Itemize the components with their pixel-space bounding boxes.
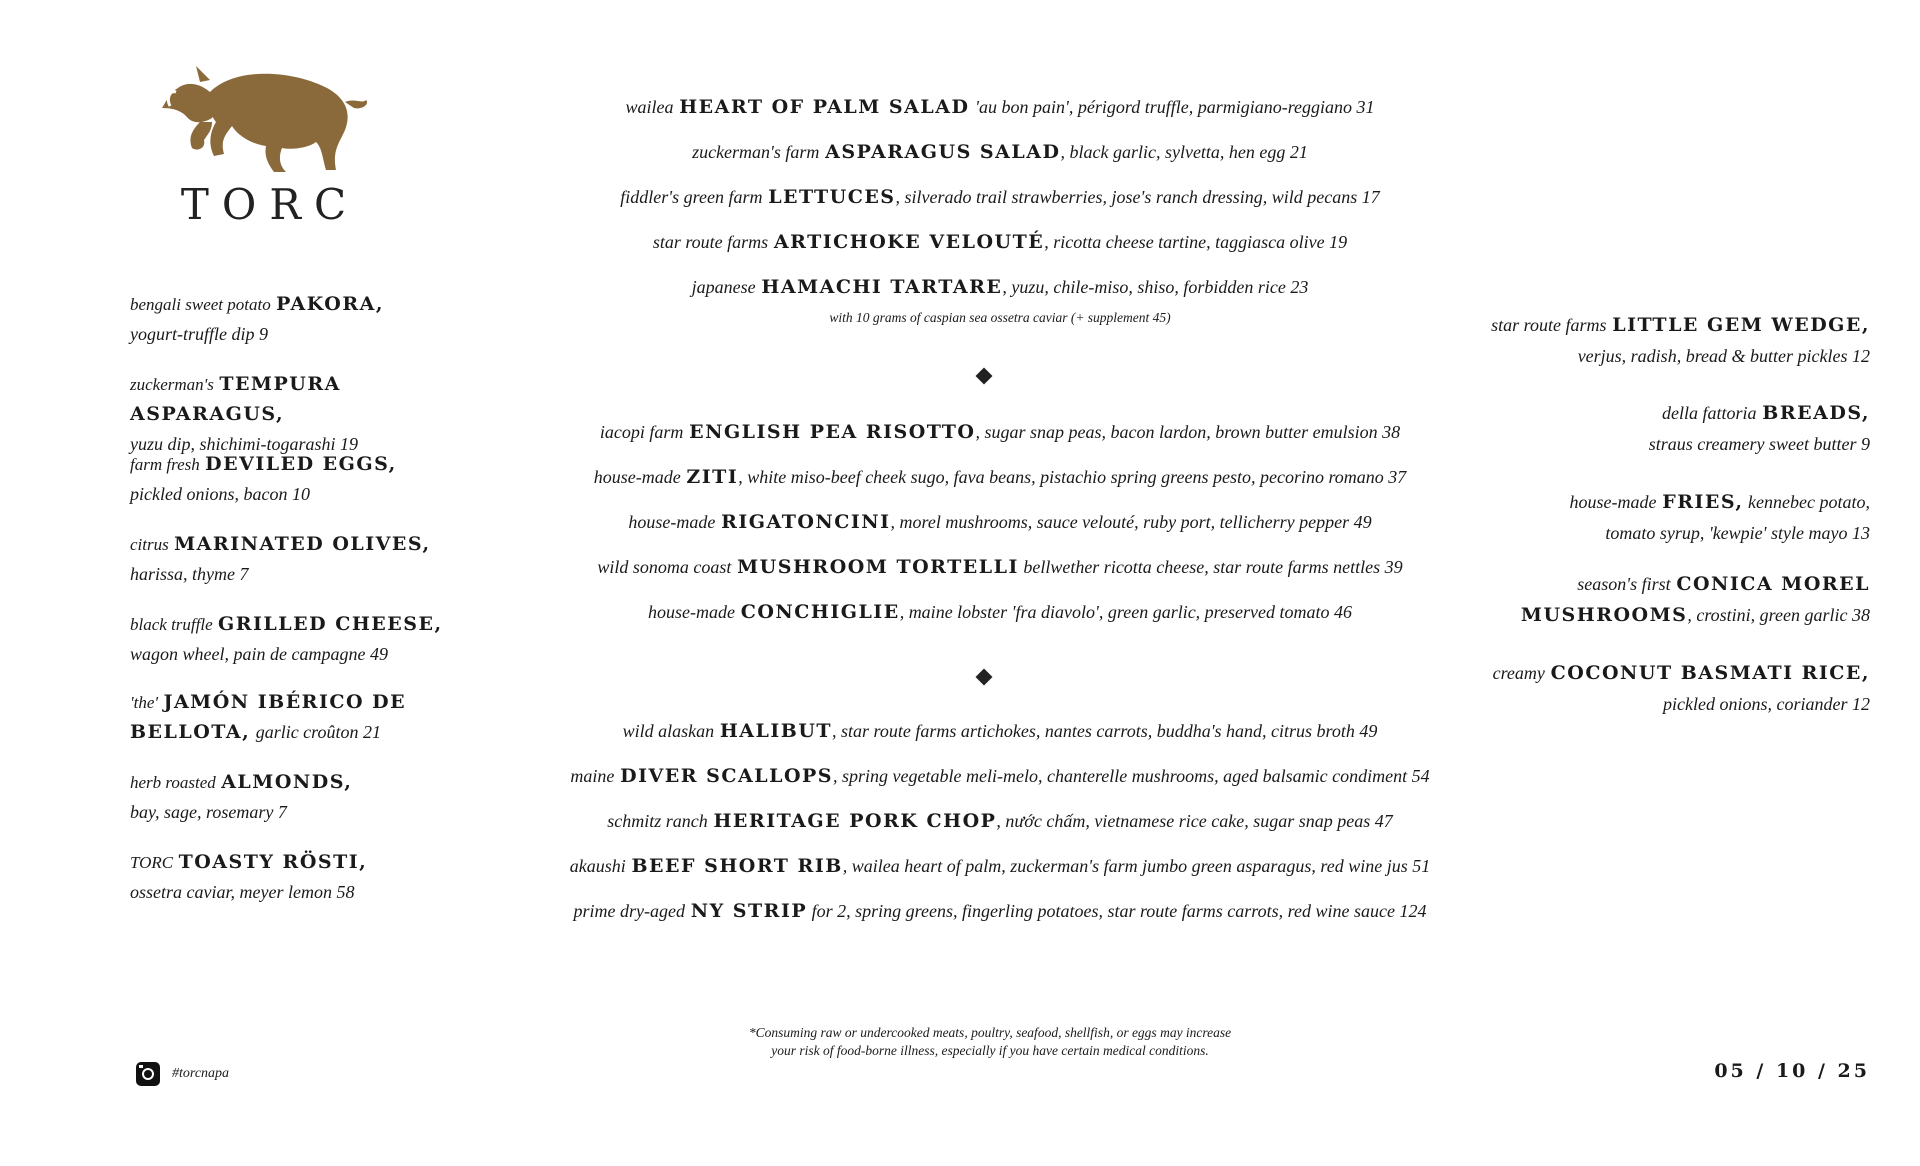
item-name: ENGLISH PEA RISOTTO (689, 421, 976, 443)
item-name: TOASTY RÖSTI, (178, 851, 368, 873)
item-prefix: della fattoria (1662, 403, 1757, 423)
item-name: CONCHIGLIE (740, 601, 900, 623)
item-desc: bay, sage, rosemary 7 (130, 802, 287, 822)
disclaimer-line: *Consuming raw or undercooked meats, poultry, seafood, shellfish, or eggs may increase (748, 1025, 1232, 1040)
item-desc: , ricotta cheese tartine, taggiasca olive 19 (1044, 232, 1348, 252)
item-prefix: bengali sweet potato (130, 295, 271, 314)
item-prefix: zuckerman's (130, 375, 214, 394)
item-name: CONICA MOREL (1676, 573, 1870, 595)
item-prefix: maine (570, 766, 615, 786)
item-desc: kennebec potato, (1743, 492, 1870, 512)
item-desc: bellwether ricotta cheese, star route farms nettles 39 (1018, 557, 1403, 577)
torc-logo (140, 52, 400, 238)
item-prefix: house-made (593, 467, 681, 487)
item-prefix: akaushi (569, 856, 626, 876)
item-prefix: wailea (625, 97, 674, 117)
item-desc: , nước chấm, vietnamese rice cake, sugar snap peas 47 (996, 811, 1393, 831)
item-name: ASPARAGUS SALAD (825, 141, 1061, 163)
menu-item (130, 530, 490, 590)
menu-item (540, 96, 1460, 118)
boar-icon (140, 52, 400, 182)
menu-item (540, 765, 1460, 787)
section-divider-diamond (976, 669, 993, 686)
menu-item (540, 810, 1460, 832)
item-desc: , sugar snap peas, bacon lardon, brown butter emulsion 38 (975, 422, 1401, 442)
menu-date: 05 / 10 / 25 (1714, 1060, 1870, 1082)
menu-item (1490, 398, 1870, 460)
health-disclaimer (680, 1024, 1300, 1060)
item-desc: , star route farms artichokes, nantes carrots, buddha's hand, citrus broth 49 (832, 721, 1378, 741)
item-name: TEMPURA ASPARAGUS, (130, 373, 341, 425)
item-desc: verjus, radish, bread & butter pickles 12 (1577, 346, 1870, 366)
social-handle (136, 1062, 229, 1086)
menu-item (540, 855, 1460, 877)
menu-item (130, 370, 490, 460)
item-name: NY STRIP (690, 900, 808, 922)
item-name: BREADS, (1762, 402, 1870, 424)
item-prefix: prime dry-aged (573, 901, 686, 921)
item-prefix: herb roasted (130, 773, 216, 792)
item-prefix: farm fresh (130, 455, 200, 474)
menu-item (540, 511, 1460, 533)
menu-item (540, 141, 1460, 163)
item-prefix: fiddler's green farm (620, 187, 763, 207)
item-prefix: black truffle (130, 615, 213, 634)
menu-item (130, 688, 430, 748)
item-prefix: wild alaskan (622, 721, 715, 741)
item-desc: harissa, thyme 7 (130, 564, 249, 584)
item-name: ALMONDS, (221, 771, 353, 793)
item-prefix: house-made (628, 512, 716, 532)
item-name: MARINATED OLIVES, (174, 533, 431, 555)
item-name: HEART OF PALM SALAD (679, 96, 970, 118)
item-name: MUSHROOMS (1520, 604, 1688, 626)
item-name: FRIES, (1662, 491, 1744, 513)
item-prefix: iacopi farm (599, 422, 684, 442)
item-prefix: creamy (1492, 663, 1545, 683)
item-desc: straus creamery sweet butter 9 (1648, 434, 1870, 454)
item-desc: wagon wheel, pain de campagne 49 (130, 644, 388, 664)
item-prefix: star route farms (1491, 315, 1607, 335)
item-name: COCONUT BASMATI RICE, (1550, 662, 1870, 684)
item-desc: 'au bon pain', périgord truffle, parmigiano-reggiano 31 (975, 97, 1375, 117)
item-name: GRILLED CHEESE, (218, 613, 443, 635)
item-desc: , silverado trail strawberries, jose's ranch dressing, wild pecans 17 (895, 187, 1380, 207)
item-name: DIVER SCALLOPS (620, 765, 834, 787)
item-name: LITTLE GEM WEDGE, (1612, 314, 1870, 336)
item-prefix: zuckerman's farm (692, 142, 820, 162)
item-desc: , maine lobster 'fra diavolo', green garlic, preserved tomato 46 (899, 602, 1352, 622)
item-desc: for 2, spring greens, fingerling potatoes, star route farms carrots, red wine sauce 124 (807, 901, 1427, 921)
item-prefix: TORC (130, 853, 174, 872)
item-name: JAMÓN IBÉRICO DE BELLOTA, (130, 691, 407, 743)
menu-item (540, 601, 1460, 623)
item-desc: , spring vegetable meli-melo, chanterelle mushrooms, aged balsamic condiment 54 (833, 766, 1430, 786)
menu-item (130, 848, 490, 908)
item-name: BEEF SHORT RIB (631, 855, 843, 877)
item-desc: yuzu dip, shichimi-togarashi 19 (130, 434, 358, 454)
item-prefix: house-made (1569, 492, 1657, 512)
item-prefix: citrus (130, 535, 169, 554)
menu-item (540, 720, 1460, 742)
menu-item (540, 556, 1460, 578)
item-prefix: schmitz ranch (607, 811, 708, 831)
menu-item (1490, 487, 1870, 549)
item-name: HERITAGE PORK CHOP (713, 810, 997, 832)
menu-item (130, 768, 490, 828)
menu-item (540, 186, 1460, 208)
menu-item (1490, 310, 1870, 372)
menu-item (130, 290, 490, 350)
item-name: MUSHROOM TORTELLI (737, 556, 1019, 578)
item-prefix: wild sonoma coast (597, 557, 732, 577)
menu-item (1490, 569, 1870, 631)
item-desc: ossetra caviar, meyer lemon 58 (130, 882, 355, 902)
menu-item (540, 421, 1460, 443)
item-name: DEVILED EGGS, (205, 453, 397, 475)
item-name: ZITI (686, 466, 739, 488)
menu-item (130, 450, 490, 510)
item-desc: , yuzu, chile-miso, shiso, forbidden rice 23 (1002, 277, 1309, 297)
menu-item (1490, 658, 1870, 720)
item-name: HALIBUT (719, 720, 833, 742)
item-prefix: 'the' (130, 693, 159, 712)
menu-item (540, 231, 1460, 253)
item-desc: , morel mushrooms, sauce velouté, ruby port, tellicherry pepper 49 (890, 512, 1372, 532)
item-desc: tomato syrup, 'kewpie' style mayo 13 (1605, 523, 1870, 543)
item-name: RIGATONCINI (721, 511, 891, 533)
caviar-supplement-note: with 10 grams of caspian sea ossetra caviar (+ supplement 45) (829, 310, 1171, 325)
item-prefix: star route farms (652, 232, 769, 252)
menu-item (540, 466, 1460, 488)
item-name: LETTUCES (768, 186, 896, 208)
item-prefix: season's first (1577, 574, 1671, 594)
menu-item (540, 900, 1460, 922)
item-desc: yogurt-truffle dip 9 (130, 324, 268, 344)
instagram-icon (136, 1062, 160, 1086)
item-prefix: house-made (648, 602, 735, 622)
item-desc: pickled onions, coriander 12 (1663, 694, 1870, 714)
menu-item (540, 276, 1460, 298)
item-name: ARTICHOKE VELOUTÉ (773, 231, 1045, 253)
item-prefix: japanese (691, 277, 756, 297)
item-desc: pickled onions, bacon 10 (130, 484, 310, 504)
menu-item (130, 610, 490, 670)
brand-name: TORC (180, 180, 360, 229)
disclaimer-line: your risk of food-borne illness, especially if you have certain medical conditions. (771, 1043, 1209, 1058)
item-name: HAMACHI TARTARE (761, 276, 1003, 298)
item-desc: , wailea heart of palm, zuckerman's farm jumbo green asparagus, red wine jus 51 (842, 856, 1431, 876)
item-desc: garlic croûton 21 (255, 722, 382, 742)
instagram-handle: #torcnapa (172, 1066, 230, 1081)
item-desc: , crostini, green garlic 38 (1687, 605, 1870, 625)
section-divider-diamond (976, 368, 993, 385)
item-name: PAKORA, (276, 293, 384, 315)
item-desc: , black garlic, sylvetta, hen egg 21 (1060, 142, 1308, 162)
item-desc: , white miso-beef cheek sugo, fava beans, pistachio spring greens pesto, pecorino romano 37 (738, 467, 1407, 487)
